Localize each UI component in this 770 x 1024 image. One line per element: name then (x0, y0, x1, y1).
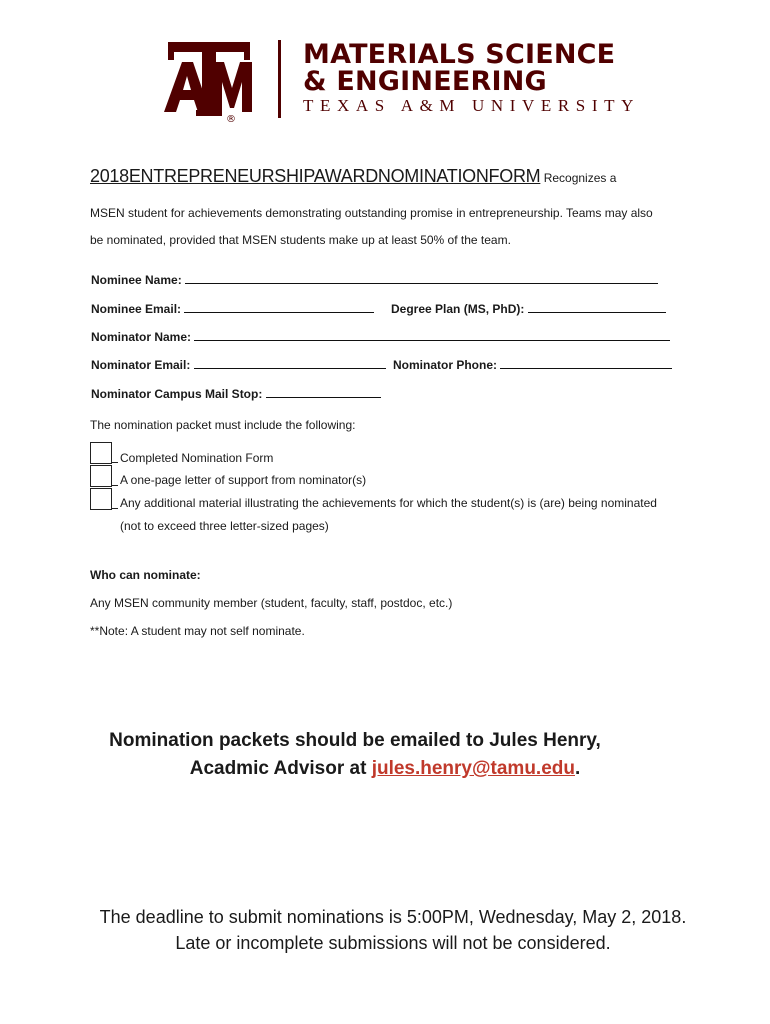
nominator-name-label: Nominator Name: (91, 330, 192, 344)
nominee-email-line[interactable] (184, 301, 374, 313)
who-can-nominate-text: Any MSEN community member (student, faculty, staff, postdoc, etc.) (90, 596, 453, 610)
self-nomination-note: **Note: A student may not self nominate. (90, 624, 305, 638)
nominee-email-label: Nominee Email: (91, 302, 182, 316)
who-can-nominate-heading: Who can nominate: (90, 568, 201, 582)
intro-line-3: be nominated, provided that MSEN students make up at least 50% of the team. (90, 233, 511, 247)
deadline-line-1: The deadline to submit nominations is 5:00PM, Wednesday, May 2, 2018. (99, 907, 687, 927)
submission-line-2 (0, 758, 770, 780)
form-title-line (90, 166, 616, 187)
nominee-name-field[interactable] (91, 272, 658, 287)
campus-mail-stop-label: Nominator Campus Mail Stop: (91, 387, 263, 401)
checklist-line-3 (112, 508, 118, 509)
nominator-email-line[interactable] (194, 357, 386, 369)
nominator-name-line[interactable] (194, 329, 670, 341)
checklist-checkbox-3[interactable] (90, 488, 112, 510)
nominator-email-field[interactable] (91, 357, 386, 372)
degree-plan-label: Degree Plan (MS, PhD): (391, 302, 525, 316)
checklist-item-1: Completed Nomination Form (120, 451, 274, 465)
checklist-checkbox-1[interactable] (90, 442, 112, 464)
deadline-line-2: Late or incomplete submissions will not be considered. (175, 933, 611, 953)
degree-plan-line[interactable] (528, 301, 666, 313)
university-name: TEXAS A&M UNIVERSITY (303, 96, 640, 115)
checklist-line-2 (112, 485, 118, 486)
checklist-item-2: A one-page letter of support from nominator(s) (120, 473, 367, 487)
checklist-item-3: Any additional material illustrating the achievements for which the student(s) is (are) being nominated (120, 496, 657, 510)
submission-advisor-text: Acadmic Advisor at (189, 758, 372, 779)
submission-line-1: Nomination packets should be emailed to Jules Henry, (109, 730, 601, 751)
logo-divider (278, 40, 281, 118)
campus-mail-stop-field[interactable] (91, 386, 381, 401)
department-name-line2: & ENGINEERING (303, 66, 547, 97)
packet-intro: The nomination packet must include the following: (90, 418, 356, 432)
submission-period: . (574, 758, 581, 779)
intro-line-2: MSEN student for achievements demonstrating outstanding promise in entrepreneurship. Teams may also (90, 206, 653, 220)
nominator-phone-label: Nominator Phone: (393, 358, 497, 372)
checklist-checkbox-2[interactable] (90, 465, 112, 487)
registered-mark: ® (226, 114, 236, 122)
nominator-phone-field[interactable] (393, 357, 672, 372)
title-suffix: Recognizes a (540, 171, 617, 185)
nominator-email-label: Nominator Email: (91, 358, 191, 372)
advisor-email-link[interactable]: jules.henry@tamu.edu (371, 758, 575, 779)
department-name-line1: MATERIALS SCIENCE (303, 39, 616, 70)
nominator-name-field[interactable] (91, 329, 670, 344)
nominee-name-line[interactable] (185, 272, 658, 284)
form-title: 2018ENTREPRENEURSHIPAWARDNOMINATIONFORM (90, 166, 541, 186)
nominee-name-label: Nominee Name: (91, 273, 182, 287)
checklist-item-3-continued: (not to exceed three letter-sized pages) (120, 519, 329, 533)
nominee-email-field[interactable] (91, 301, 374, 316)
texas-am-logo (162, 38, 257, 122)
checklist-line-1 (112, 462, 118, 463)
campus-mail-stop-line[interactable] (266, 386, 381, 398)
nominator-phone-line[interactable] (500, 357, 672, 369)
degree-plan-field[interactable] (391, 301, 666, 316)
